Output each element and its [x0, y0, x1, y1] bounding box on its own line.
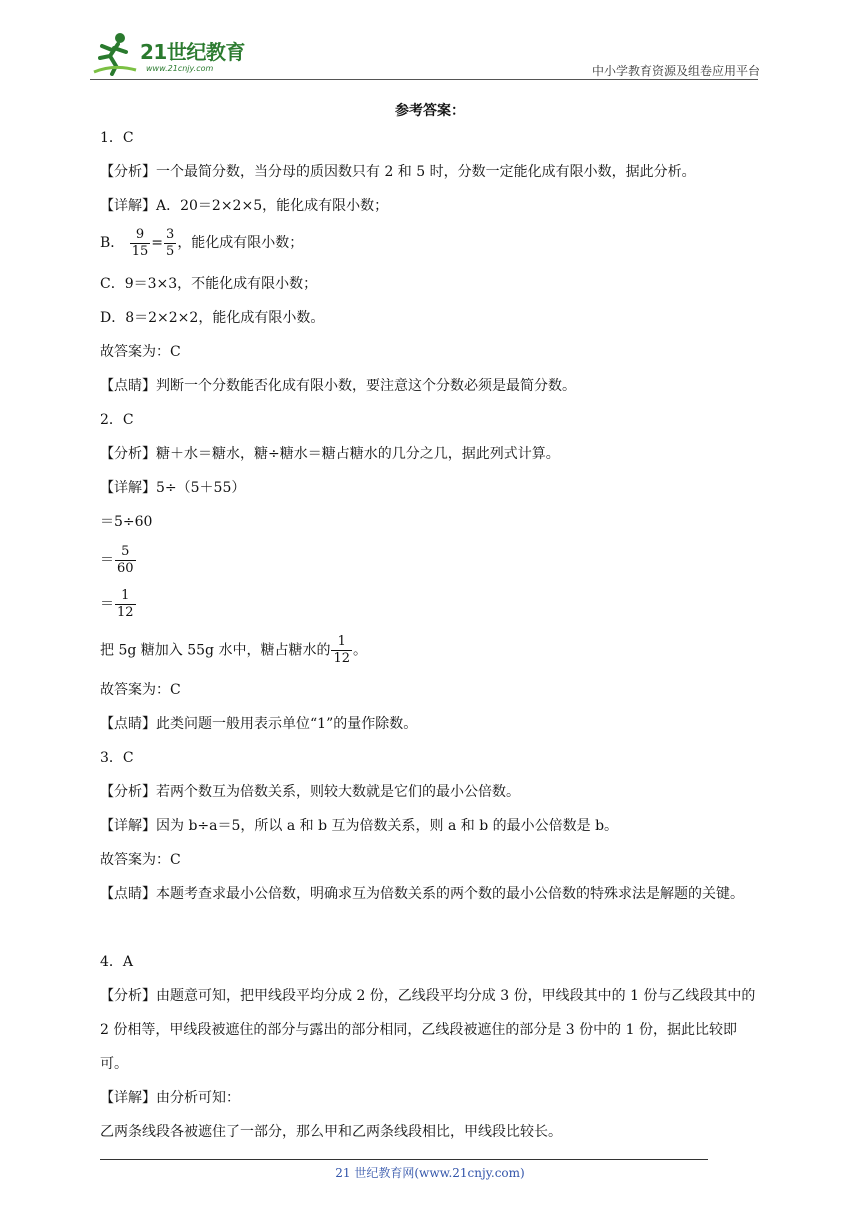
q2-step1: ＝5÷60 [100, 514, 153, 530]
fraction [115, 544, 136, 577]
denominator: 5 [166, 243, 175, 259]
q1-detail-c: C．9＝3×3，不能化成有限小数； [100, 276, 318, 292]
q2-detail: 【详解】5÷（5＋55） [100, 480, 246, 496]
equals-sign: ＝ [100, 596, 114, 613]
denominator: 60 [117, 561, 134, 576]
denominator: 12 [117, 605, 134, 620]
q2-tip: 【点睛】此类问题一般用表示单位“1”的量作除数。 [100, 716, 418, 732]
q2-conclusion-end: 。 [353, 642, 367, 659]
q1-detail-a: 【详解】A．20＝2×2×5，能化成有限小数； [100, 198, 389, 214]
q2-step2 [100, 544, 137, 577]
fraction [331, 634, 352, 667]
q2-conclusion-text: 把 5g 糖加入 55g 水中，糖占糖水的 [100, 642, 331, 659]
numerator: 1 [115, 588, 136, 605]
equals-sign: ＝ [100, 552, 114, 569]
q3-number: 3．C [100, 750, 134, 766]
q2-analysis: 【分析】糖＋水＝糖水，糖÷糖水＝糖占糖水的几分之几，据此列式计算。 [100, 446, 560, 462]
denominator: 15 [131, 243, 149, 259]
runner-icon [90, 28, 138, 76]
q3-tip: 【点睛】本题考查求最小公倍数，明确求互为倍数关系的两个数的最小公倍数的特殊求法是解题的关键。 [100, 886, 744, 902]
platform-name: 中小学教育资源及组卷应用平台 [591, 64, 760, 78]
q3-detail: 【详解】因为 b÷a＝5，所以 a 和 b 互为倍数关系，则 a 和 b 的最小公倍数是 b。 [100, 818, 619, 834]
q4-number: 4．A [100, 954, 134, 970]
site-logo [90, 28, 260, 78]
fraction [115, 588, 136, 621]
q1-b-prefix: B． [100, 235, 125, 251]
numerator: 9 [130, 227, 151, 244]
q2-answer: 故答案为：C [100, 682, 181, 698]
q1-number: 1．C [100, 130, 134, 146]
numerator: 5 [115, 544, 136, 561]
equals-sign: = [151, 235, 164, 251]
q3-answer: 故答案为：C [100, 852, 181, 868]
logo-text: 21世纪教育 [140, 40, 245, 64]
q1-answer: 故答案为：C [100, 344, 181, 360]
q4-analysis: 【分析】由题意可知，把甲线段平均分成 2 份，乙线段平均分成 3 份，甲线段其中的 1 份与乙线段其中的 2 份相等，甲线段被遮住的部分与露出的部分相同，乙线段被遮住的部分是 3 份中的 1 份，据此比较即可。 [100, 988, 756, 1072]
q1-analysis: 【分析】一个最简分数，当分母的质因数只有 2 和 5 时，分数一定能化成有限小数，据此分析。 [100, 164, 696, 180]
q1-detail-b [100, 226, 303, 260]
numerator: 1 [331, 634, 352, 651]
footer-link[interactable]: 21 世纪教育网(www.21cnjy.com) [335, 1166, 525, 1180]
logo-url: www.21cnjy.com [146, 64, 214, 73]
q4-detail: 【详解】由分析可知： [100, 1090, 240, 1106]
q2-number: 2．C [100, 412, 134, 428]
q1-b-suffix: ，能化成有限小数； [177, 235, 304, 251]
denominator: 12 [333, 651, 350, 666]
q3-analysis: 【分析】若两个数互为倍数关系，则较大数就是它们的最小公倍数。 [100, 784, 520, 800]
fraction [130, 227, 151, 260]
q4-line: 乙两条线段各被遮住了一部分，那么甲和乙两条线段相比，甲线段比较长。 [100, 1124, 562, 1140]
page-title: 参考答案： [395, 103, 465, 119]
q2-conclusion [100, 634, 367, 667]
page-header [90, 28, 760, 80]
footer-divider [100, 1159, 708, 1160]
numerator: 3 [166, 226, 175, 242]
fraction [164, 227, 176, 260]
q1-detail-d: D．8＝2×2×2，能化成有限小数。 [100, 310, 325, 326]
header-divider [90, 79, 758, 80]
q1-tip: 【点睛】判断一个分数能否化成有限小数，要注意这个分数必须是最简分数。 [100, 378, 576, 394]
q2-step3 [100, 588, 137, 621]
